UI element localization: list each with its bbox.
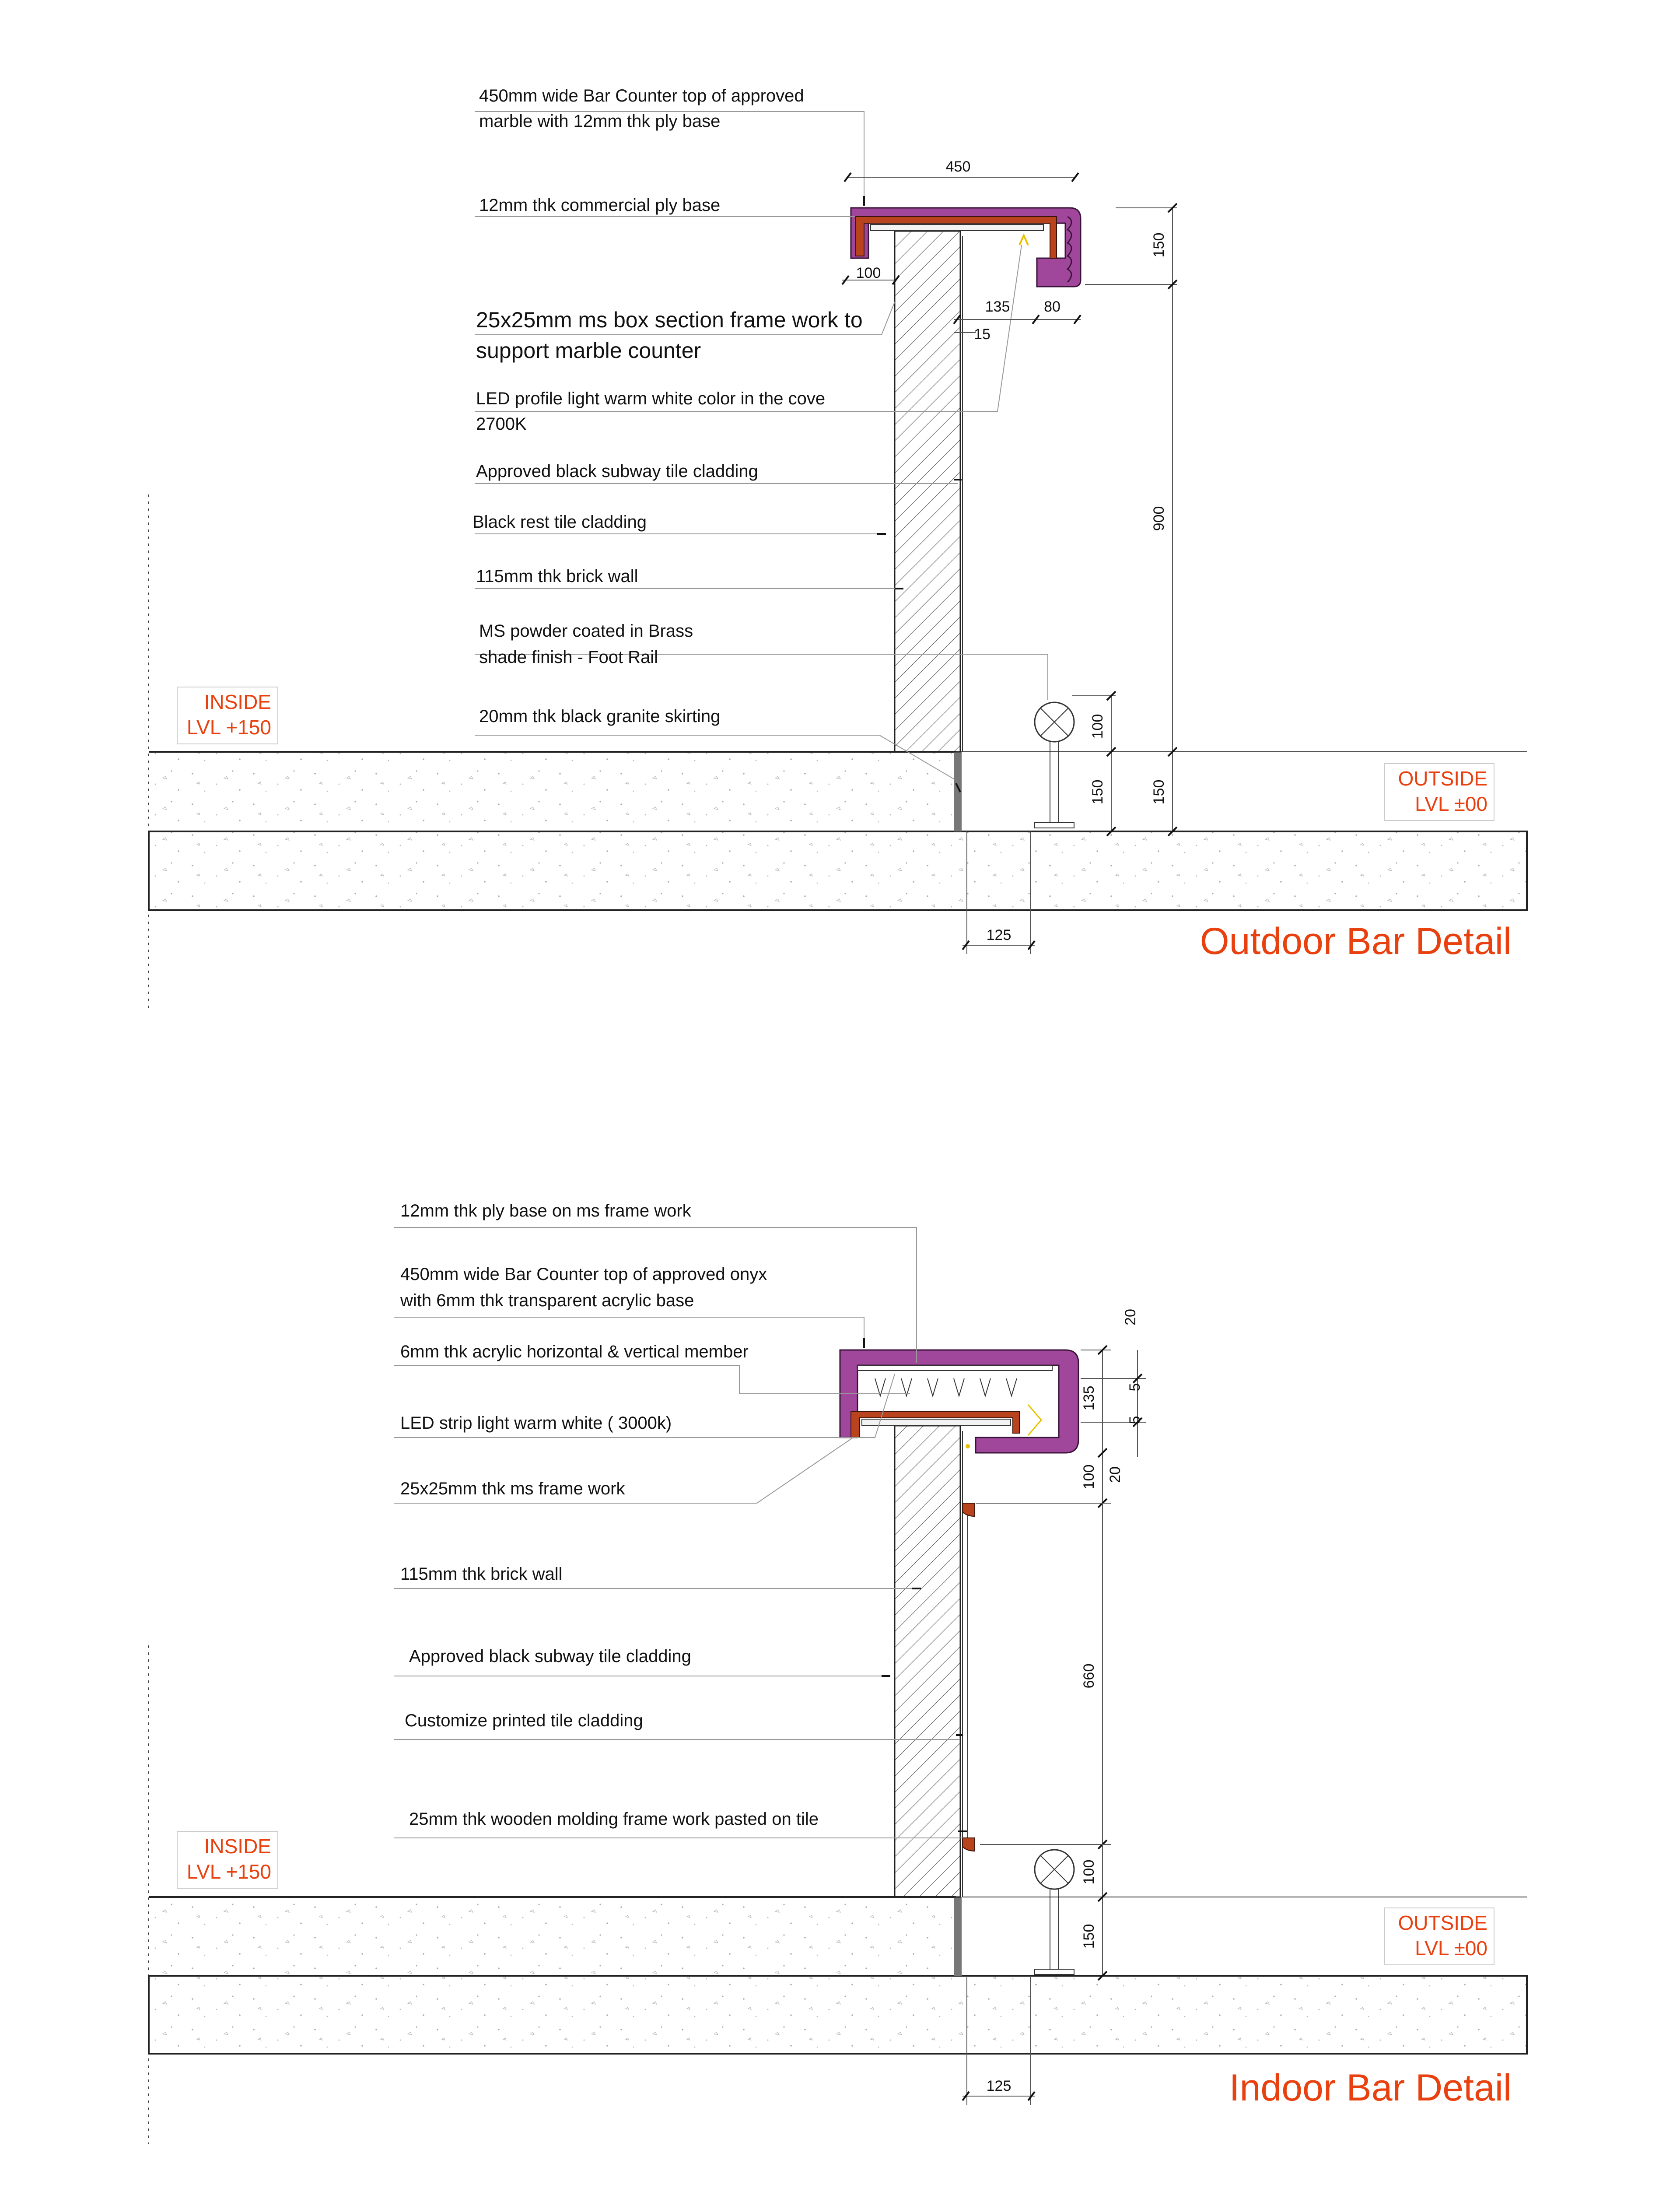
granite-skirting <box>954 1897 962 1976</box>
dim-rail-offset: 125 <box>986 2078 1012 2094</box>
inside-level: LVL +150 <box>186 1860 271 1883</box>
dim-overhang: 100 <box>856 265 881 281</box>
dim-wall-height: 900 <box>1151 506 1167 531</box>
dim-molding-top: 100 <box>1081 1464 1097 1490</box>
wooden-molding-bottom <box>962 1838 975 1851</box>
note-counter-top-1: 450mm wide Bar Counter top of approved <box>479 86 804 105</box>
note-counter-top-2: marble with 12mm thk ply base <box>479 112 721 131</box>
inside-floor-slab <box>149 752 956 831</box>
ms-frame <box>862 1419 1011 1425</box>
note-led-strip: LED strip light warm white ( 3000k) <box>400 1413 672 1433</box>
note-counter-top-2: with 6mm thk transparent acrylic base <box>400 1291 694 1310</box>
note-acrylic-member: 6mm thk acrylic horizontal & vertical member <box>400 1342 749 1361</box>
outdoor-detail <box>149 86 1527 1011</box>
dim-cove: 135 <box>985 298 1010 315</box>
note-counter-top-1: 450mm wide Bar Counter top of approved onyx <box>400 1265 767 1284</box>
dim-step: 150 <box>1081 1924 1097 1949</box>
inside-level: LVL +150 <box>186 716 271 739</box>
dim-counter-height: 150 <box>1151 232 1167 258</box>
note-foot-rail-2: shade finish - Foot Rail <box>479 648 658 667</box>
note-brick-wall: 115mm thk brick wall <box>476 567 638 586</box>
outside-level: LVL ±00 <box>1415 1937 1488 1960</box>
indoor-detail <box>149 1201 1527 2144</box>
note-brick-wall: 115mm thk brick wall <box>400 1564 563 1584</box>
dim-step-a: 150 <box>1089 779 1106 805</box>
note-led-1: LED profile light warm white color in the cove <box>476 389 826 408</box>
indoor-title: Indoor Bar Detail <box>1229 2067 1512 2109</box>
wooden-molding-top <box>962 1503 975 1516</box>
ms-frame <box>871 224 1043 231</box>
led-profile <box>1019 235 1028 245</box>
note-wooden-molding: 25mm thk wooden molding frame work pasted on tile <box>409 1809 819 1829</box>
note-led-2: 2700K <box>476 414 527 434</box>
dim-rail-height: 100 <box>1089 714 1106 739</box>
dim-edge-a: 5 <box>1127 1383 1143 1392</box>
note-ply-base: 12mm thk ply base on ms frame work <box>400 1201 691 1220</box>
dim-edge-b: 5 <box>1127 1416 1143 1424</box>
base-slab <box>149 831 1527 910</box>
outdoor-title: Outdoor Bar Detail <box>1200 920 1512 962</box>
inside-label: INSIDE <box>204 1835 271 1858</box>
dim-lip: 80 <box>1044 298 1060 315</box>
note-ms-frame-1: 25x25mm ms box section frame work to <box>476 308 863 332</box>
note-ply-base: 12mm thk commercial ply base <box>479 196 721 215</box>
note-foot-rail-1: MS powder coated in Brass <box>479 621 693 641</box>
dim-rail-offset: 125 <box>986 927 1012 943</box>
acrylic-base <box>858 1365 1052 1371</box>
inside-label: INSIDE <box>204 691 271 713</box>
note-granite-skirting: 20mm thk black granite skirting <box>479 707 721 726</box>
note-rest-tile: Black rest tile cladding <box>472 512 647 532</box>
note-ms-frame: 25x25mm thk ms frame work <box>400 1479 625 1498</box>
brick-wall <box>895 231 960 752</box>
dim-step-b: 150 <box>1151 779 1167 805</box>
dim-counter-width: 450 <box>945 158 971 175</box>
dim-rail-height: 100 <box>1081 1859 1097 1885</box>
dim-panel-height: 660 <box>1081 1663 1097 1689</box>
dim-top-gap: 20 <box>1122 1309 1139 1325</box>
brick-wall <box>895 1426 960 1897</box>
note-subway-tile: Approved black subway tile cladding <box>476 462 758 481</box>
outside-label: OUTSIDE <box>1398 767 1488 790</box>
base-slab <box>149 1976 1527 2054</box>
dim-molding-gap: 20 <box>1107 1466 1124 1483</box>
note-subway-tile: Approved black subway tile cladding <box>409 1647 691 1666</box>
outside-level: LVL ±00 <box>1415 792 1488 815</box>
dim-counter-height: 135 <box>1081 1385 1097 1411</box>
inside-floor-slab <box>149 1897 956 1976</box>
dim-gap: 15 <box>974 326 990 343</box>
note-ms-frame-2: support marble counter <box>476 338 701 363</box>
outside-label: OUTSIDE <box>1398 1911 1488 1934</box>
note-printed-tile: Customize printed tile cladding <box>405 1711 643 1730</box>
